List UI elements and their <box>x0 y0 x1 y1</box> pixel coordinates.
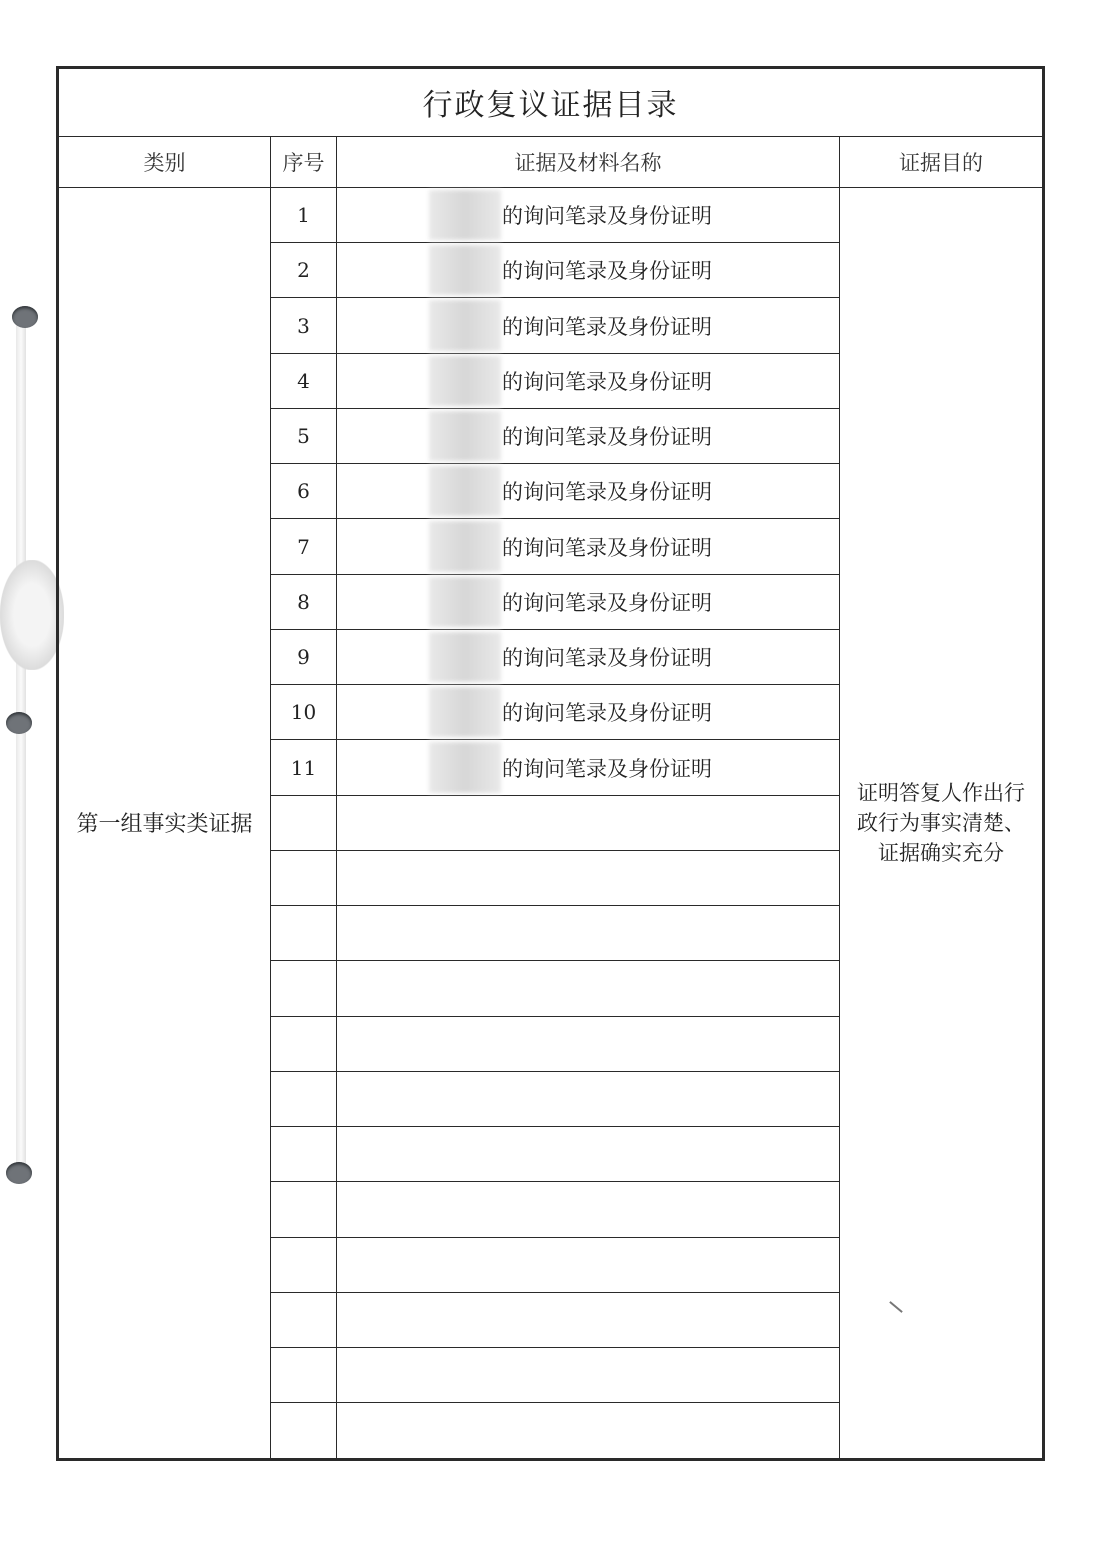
evidence-name-text: 的询问笔录及身份证明 <box>502 480 712 505</box>
binding-string <box>0 300 50 1200</box>
evidence-name-text: 的询问笔录及身份证明 <box>502 369 712 394</box>
row-number: 3 <box>271 298 337 353</box>
evidence-name-cell <box>337 298 840 353</box>
evidence-name-cell <box>337 1237 840 1292</box>
row-number: 7 <box>271 519 337 574</box>
evidence-name-text <box>337 1308 502 1332</box>
header-number: 序号 <box>271 136 337 187</box>
redacted-name-blur <box>429 577 501 627</box>
row-number <box>271 1237 337 1292</box>
category-cell: 第一组事实类证据 <box>58 187 271 1459</box>
row-number: 5 <box>271 408 337 463</box>
redacted-name-blur <box>429 411 501 461</box>
evidence-name-cell <box>337 464 840 519</box>
row-number <box>271 1403 337 1460</box>
row-number <box>271 1127 337 1182</box>
evidence-name-text: 的询问笔录及身份证明 <box>502 204 712 229</box>
evidence-name-text: 的询问笔录及身份证明 <box>502 756 712 781</box>
evidence-name-cell <box>337 1348 840 1403</box>
row-number <box>271 1348 337 1403</box>
redacted-name-blur <box>429 466 501 516</box>
evidence-name-text <box>337 1087 502 1111</box>
row-number <box>271 906 337 961</box>
evidence-name-cell <box>337 408 840 463</box>
punch-hole <box>12 306 38 328</box>
evidence-catalog-table <box>56 66 1045 1461</box>
evidence-name-cell <box>337 740 840 795</box>
row-number: 2 <box>271 243 337 298</box>
row-number <box>271 850 337 905</box>
redacted-name-blur <box>429 300 501 350</box>
row-number <box>271 1182 337 1237</box>
evidence-name-text <box>337 811 502 835</box>
evidence-name-text <box>337 977 502 1001</box>
evidence-name-text: 的询问笔录及身份证明 <box>502 646 712 671</box>
row-number: 1 <box>271 187 337 242</box>
evidence-name-cell <box>337 353 840 408</box>
evidence-name-cell <box>337 685 840 740</box>
header-category: 类别 <box>58 136 271 187</box>
row-number: 9 <box>271 629 337 684</box>
redacted-name-blur <box>429 356 501 406</box>
evidence-name-cell <box>337 906 840 961</box>
punch-hole <box>6 1162 32 1184</box>
evidence-name-cell <box>337 574 840 629</box>
evidence-name-cell <box>337 519 840 574</box>
evidence-name-text <box>337 1419 502 1443</box>
evidence-name-cell <box>337 1182 840 1237</box>
header-name: 证据及材料名称 <box>337 136 840 187</box>
header-purpose: 证据目的 <box>840 136 1044 187</box>
row-number: 11 <box>271 740 337 795</box>
redacted-name-blur <box>429 687 501 737</box>
redacted-name-blur <box>429 245 501 295</box>
evidence-name-text <box>337 1253 502 1277</box>
row-number: 6 <box>271 464 337 519</box>
purpose-cell: 证明答复人作出行政行为事实清楚、证据确实充分 <box>840 187 1044 1459</box>
redacted-name-blur <box>429 190 501 240</box>
redacted-name-blur <box>429 521 501 571</box>
evidence-name-text: 的询问笔录及身份证明 <box>502 425 712 450</box>
row-number: 10 <box>271 685 337 740</box>
row-number <box>271 1071 337 1126</box>
evidence-name-cell <box>337 243 840 298</box>
evidence-name-text <box>337 1142 502 1166</box>
row-number <box>271 795 337 850</box>
evidence-name-cell <box>337 1292 840 1347</box>
evidence-name-text: 的询问笔录及身份证明 <box>502 259 712 284</box>
evidence-name-text: 的询问笔录及身份证明 <box>502 314 712 339</box>
evidence-name-cell <box>337 629 840 684</box>
table-row <box>58 187 1044 242</box>
punch-hole <box>6 712 32 734</box>
evidence-name-cell <box>337 1127 840 1182</box>
evidence-name-text <box>337 1363 502 1387</box>
evidence-name-cell <box>337 850 840 905</box>
evidence-name-cell <box>337 1071 840 1126</box>
row-number: 8 <box>271 574 337 629</box>
evidence-name-text: 的询问笔录及身份证明 <box>502 701 712 726</box>
evidence-name-cell <box>337 1016 840 1071</box>
redacted-name-blur <box>429 632 501 682</box>
evidence-name-text: 的询问笔录及身份证明 <box>502 535 712 560</box>
evidence-name-text <box>337 866 502 890</box>
evidence-name-text <box>337 1032 502 1056</box>
evidence-name-text <box>337 1198 502 1222</box>
evidence-name-cell <box>337 187 840 242</box>
evidence-name-text: 的询问笔录及身份证明 <box>502 590 712 615</box>
evidence-name-cell <box>337 961 840 1016</box>
evidence-name-text <box>337 921 502 945</box>
document-title: 行政复议证据目录 <box>58 68 1044 137</box>
row-number <box>271 961 337 1016</box>
row-number: 4 <box>271 353 337 408</box>
evidence-name-cell <box>337 795 840 850</box>
redacted-name-blur <box>429 742 501 792</box>
binding-cord <box>16 310 26 1180</box>
binding-knot <box>0 560 64 670</box>
evidence-name-cell <box>337 1403 840 1460</box>
row-number <box>271 1292 337 1347</box>
row-number <box>271 1016 337 1071</box>
